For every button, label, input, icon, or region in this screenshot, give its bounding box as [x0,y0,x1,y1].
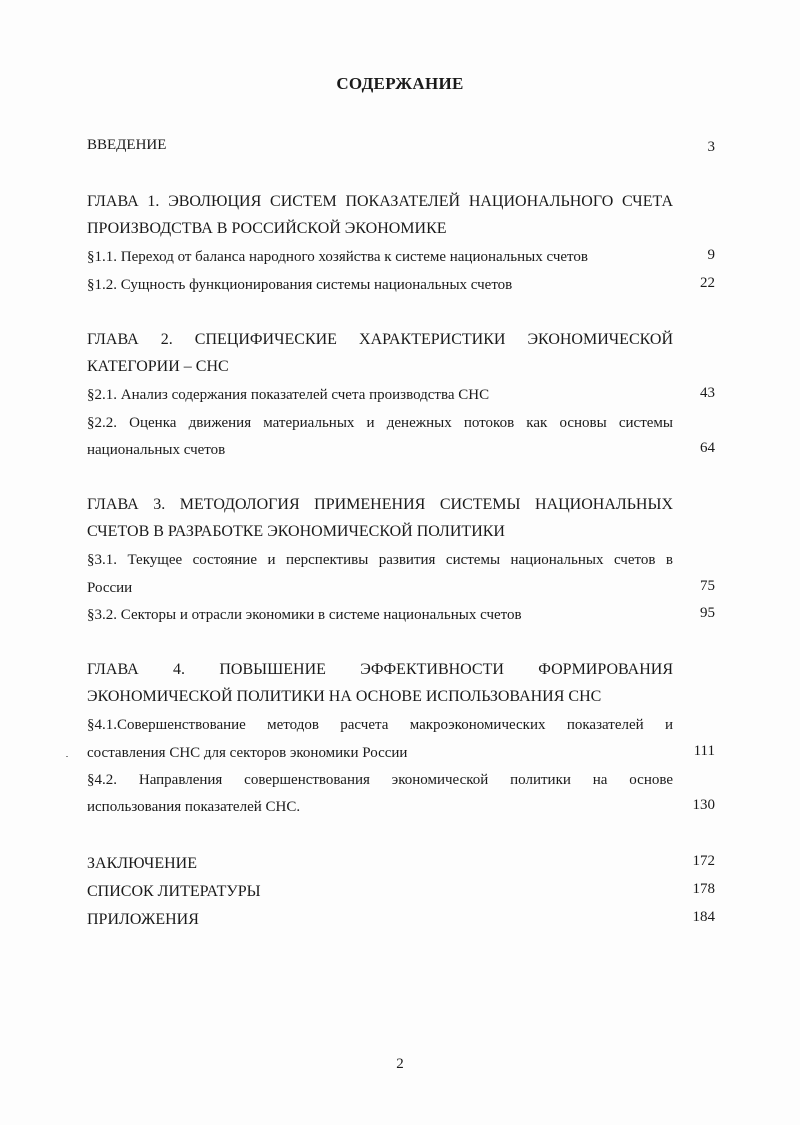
chapter-1-heading-line1: ГЛАВА 1. ЭВОЛЮЦИЯ СИСТЕМ ПОКАЗАТЕЛЕЙ НАЦИОНАЛЬНОГО СЧЕТА [87,193,673,210]
section-3-1-page: 75 [700,578,715,594]
chapter-3-heading-line1: ГЛАВА 3. МЕТОДОЛОГИЯ ПРИМЕНЕНИЯ СИСТЕМЫ НАЦИОНАЛЬНЫХ [87,496,673,513]
section-1-1: §1.1. Переход от баланса народного хозяйства к системе национальных счетов [87,249,588,265]
section-4-2-line1: §4.2. Направления совершенствования экономической политики на основе [87,772,673,788]
chapter-2-heading-line2: КАТЕГОРИИ – СНС [87,358,229,375]
section-2-2-line1: §2.2. Оценка движения материальных и денежных потоков как основы системы [87,415,673,431]
section-4-1-line2: составления СНС для секторов экономики России [87,745,408,761]
section-3-1-line1: §3.1. Текущее состояние и перспективы развития системы национальных счетов в [87,552,673,568]
section-2-1-page: 43 [700,385,715,401]
section-1-2-page: 22 [700,275,715,291]
section-1-2: §1.2. Сущность функционирования системы национальных счетов [87,277,513,293]
chapter-3-heading-line2: СЧЕТОВ В РАЗРАБОТКЕ ЭКОНОМИЧЕСКОЙ ПОЛИТИКИ [87,523,505,540]
scan-speck [66,756,68,757]
chapter-4-heading-line1: ГЛАВА 4. ПОВЫШЕНИЕ ЭФФЕКТИВНОСТИ ФОРМИРОВАНИЯ [87,661,673,678]
chapter-2-heading-line1: ГЛАВА 2. СПЕЦИФИЧЕСКИЕ ХАРАКТЕРИСТИКИ ЭКОНОМИЧЕСКОЙ [87,331,673,348]
section-3-2-page: 95 [700,605,715,621]
toc-conclusion-page: 172 [692,853,715,869]
toc-references-page: 178 [692,881,715,897]
section-4-1-page: 111 [693,743,715,759]
section-2-2-page: 64 [700,440,715,456]
toc-intro-page: 3 [707,139,715,155]
page-title: СОДЕРЖАНИЕ [336,74,464,93]
section-4-1-line1: §4.1.Совершенствование методов расчета макроэкономических показателей и [87,717,673,733]
section-1-1-page: 9 [707,247,715,263]
section-4-2-page: 130 [692,797,715,813]
section-3-1-line2: России [87,580,133,596]
toc-conclusion: ЗАКЛЮЧЕНИЕ [87,855,197,872]
toc-appendices-page: 184 [692,909,715,925]
section-3-2: §3.2. Секторы и отрасли экономики в системе национальных счетов [87,607,522,623]
chapter-4-heading-line2: ЭКОНОМИЧЕСКОЙ ПОЛИТИКИ НА ОСНОВЕ ИСПОЛЬЗОВАНИЯ СНС [87,688,602,705]
chapter-1-heading-line2: ПРОИЗВОДСТВА В РОССИЙСКОЙ ЭКОНОМИКЕ [87,220,447,237]
toc-references: СПИСОК ЛИТЕРАТУРЫ [87,883,261,900]
section-2-1: §2.1. Анализ содержания показателей счета производства СНС [87,387,490,403]
section-2-2-line2: национальных счетов [87,442,226,458]
toc-intro: ВВЕДЕНИЕ [87,137,167,153]
section-4-2-line2: использования показателей СНС. [87,799,301,815]
toc-appendices: ПРИЛОЖЕНИЯ [87,911,199,928]
page-number: 2 [396,1056,404,1072]
